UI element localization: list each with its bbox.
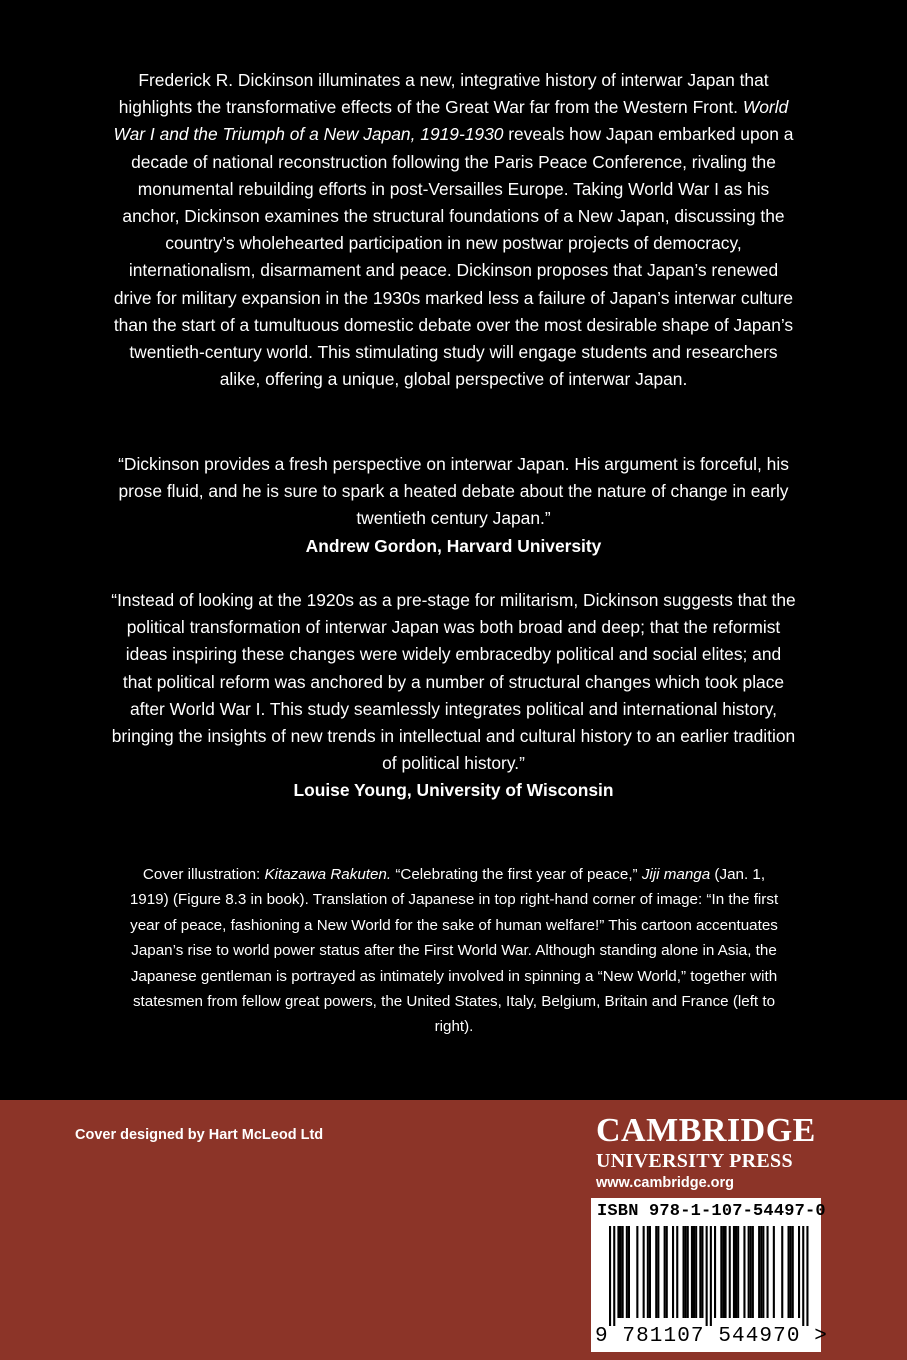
publisher-url[interactable]: www.cambridge.org: [596, 1175, 735, 1191]
barcode-bar: [790, 1226, 792, 1318]
barcode-bar: [762, 1226, 764, 1318]
ean-digits: 9 781107 544970 >: [595, 1325, 828, 1348]
barcode-bar: [806, 1226, 808, 1326]
barcode-bar: [758, 1226, 760, 1318]
barcode-bar: [760, 1226, 762, 1318]
barcode-bar: [706, 1226, 708, 1326]
barcode-bar: [802, 1226, 804, 1326]
publisher-logo: [596, 1114, 836, 1191]
barcode-bar: [729, 1226, 731, 1318]
blurb-part1: Frederick R. Dickinson illuminates a new, integrative history of interwar Japan that highlights the transformative effects of the Great War far from the Western Front.: [118, 70, 769, 118]
cover-designer-credit: Cover designed by Hart McLeod Ltd: [75, 1127, 324, 1143]
caption-lead: Cover illustration:: [142, 866, 265, 883]
barcode-bar: [693, 1226, 695, 1318]
barcode-bar: [683, 1226, 685, 1318]
barcode-bar: [613, 1226, 615, 1326]
barcode-bar: [666, 1226, 668, 1318]
barcode-bar: [676, 1226, 678, 1318]
barcode-bar: [691, 1226, 693, 1318]
barcode-bar: [672, 1226, 674, 1318]
quote-text: “Dickinson provides a fresh perspective on interwar Japan. His argument is forceful, his prose fluid, and he is sure to spark a heated debate about the nature of change in early twentieth century Japan.”: [118, 454, 789, 529]
barcode-bar: [620, 1226, 622, 1318]
barcode-bar: [714, 1226, 716, 1318]
barcode-bar: [626, 1226, 628, 1318]
barcode-bar: [722, 1226, 724, 1318]
barcode-bar: [735, 1226, 737, 1318]
cover-illustration-caption: [124, 862, 784, 1040]
isbn-label: ISBN 978-1-107-54497-0: [597, 1202, 826, 1221]
barcode-bar: [687, 1226, 689, 1318]
review-quote-1: [110, 451, 797, 560]
quote-text: “Instead of looking at the 1920s as a pre-stage for militarism, Dickinson suggests that the political transformation of interwar Japan was both broad and deep; that the reformist ideas inspiring these changes were widely embracedby political and social elites; and that political reform was anchored by a number of structural changes which took place after World War I. This study seamlessly integrates political and international history, bringing the insights of new trends in intellectual and cultural history to an earlier tradition of political history.”: [111, 590, 796, 774]
barcode-bar: [710, 1226, 712, 1326]
footer-band: [0, 1100, 907, 1360]
barcode-bar: [617, 1226, 619, 1318]
barcode-bar: [695, 1226, 697, 1318]
publisher-subtitle: UNIVERSITY PRESS: [596, 1150, 793, 1172]
barcode-bars: [597, 1226, 815, 1326]
barcode-bar: [748, 1226, 750, 1318]
barcode-bar: [773, 1226, 775, 1318]
caption-artist: Kitazawa Rakuten.: [264, 866, 392, 883]
blurb-part2: reveals how Japan embarked upon a decade of national reconstruction following the Paris Peace Conference, rivaling the monumental rebuilding efforts in post-Versailles Europe. Taking World War I as his anchor, Dickinson examines the structural foundations of a New Japan, discussing the country’s wholehearted participation in new postwar projects of democracy, internationalism, disarmament and peace. Dickinson proposes that Japan’s renewed drive for military expansion in the 1930s marked less a failure of Japan’s interwar culture than the start of a tumultuous domestic debate over the most desirable shape of Japan’s twentieth-century world. This stimulating study will engage students and researchers alike, offering a unique, global perspective of interwar Japan.: [113, 124, 794, 390]
isbn-barcode: [591, 1198, 828, 1352]
barcode-bar: [792, 1226, 794, 1318]
barcode-bar: [643, 1226, 645, 1318]
barcode-bar: [636, 1226, 638, 1318]
caption-journal: Jiji manga: [641, 866, 711, 883]
barcode-bar: [628, 1226, 630, 1318]
barcode-bar: [699, 1226, 701, 1318]
barcode-bar: [720, 1226, 722, 1318]
caption-rest: (Jan. 1, 1919) (Figure 8.3 in book). Translation of Japanese in top right-hand corner of image: “In the first year of peace, fashioning a New World for the sake of human welfare!” This cartoon accentuates Japan’s rise to world power status after the First World War. Although standing alone in Asia, the Japanese gentleman is portrayed as intimately involved in spinning a “New World,” together with statesmen from fellow great powers, the United States, Italy, Belgium, Britain and France (left to right).: [129, 866, 779, 1036]
barcode-bar: [725, 1226, 727, 1318]
barcode-bar: [657, 1226, 659, 1318]
barcode-bar: [655, 1226, 657, 1318]
review-quote-2: [110, 587, 797, 805]
caption-mid: “Celebrating the first year of peace,”: [391, 866, 642, 883]
barcode-bar: [701, 1226, 703, 1318]
barcode-bar: [752, 1226, 754, 1318]
barcode-bar: [685, 1226, 687, 1318]
barcode-bar: [750, 1226, 752, 1318]
barcode-bar: [647, 1226, 649, 1318]
barcode-bar: [733, 1226, 735, 1318]
quote-attribution: Andrew Gordon, Harvard University: [305, 535, 602, 556]
barcode-bar: [622, 1226, 624, 1318]
publisher-name: CAMBRIDGE: [596, 1112, 816, 1149]
barcode-bar: [767, 1226, 769, 1318]
barcode-bar: [609, 1226, 611, 1326]
barcode-bar: [664, 1226, 666, 1318]
barcode-bar: [788, 1226, 790, 1318]
barcode-bar: [737, 1226, 739, 1318]
book-blurb: [110, 67, 797, 393]
barcode-bar: [781, 1226, 783, 1318]
book-title: World War I and the Triumph of a New Japan, 1919-1930: [113, 97, 789, 145]
barcode-bar: [649, 1226, 651, 1318]
barcode-bar: [743, 1226, 745, 1318]
quote-attribution: Louise Young, University of Wisconsin: [293, 780, 614, 801]
barcode-bar: [798, 1226, 800, 1318]
